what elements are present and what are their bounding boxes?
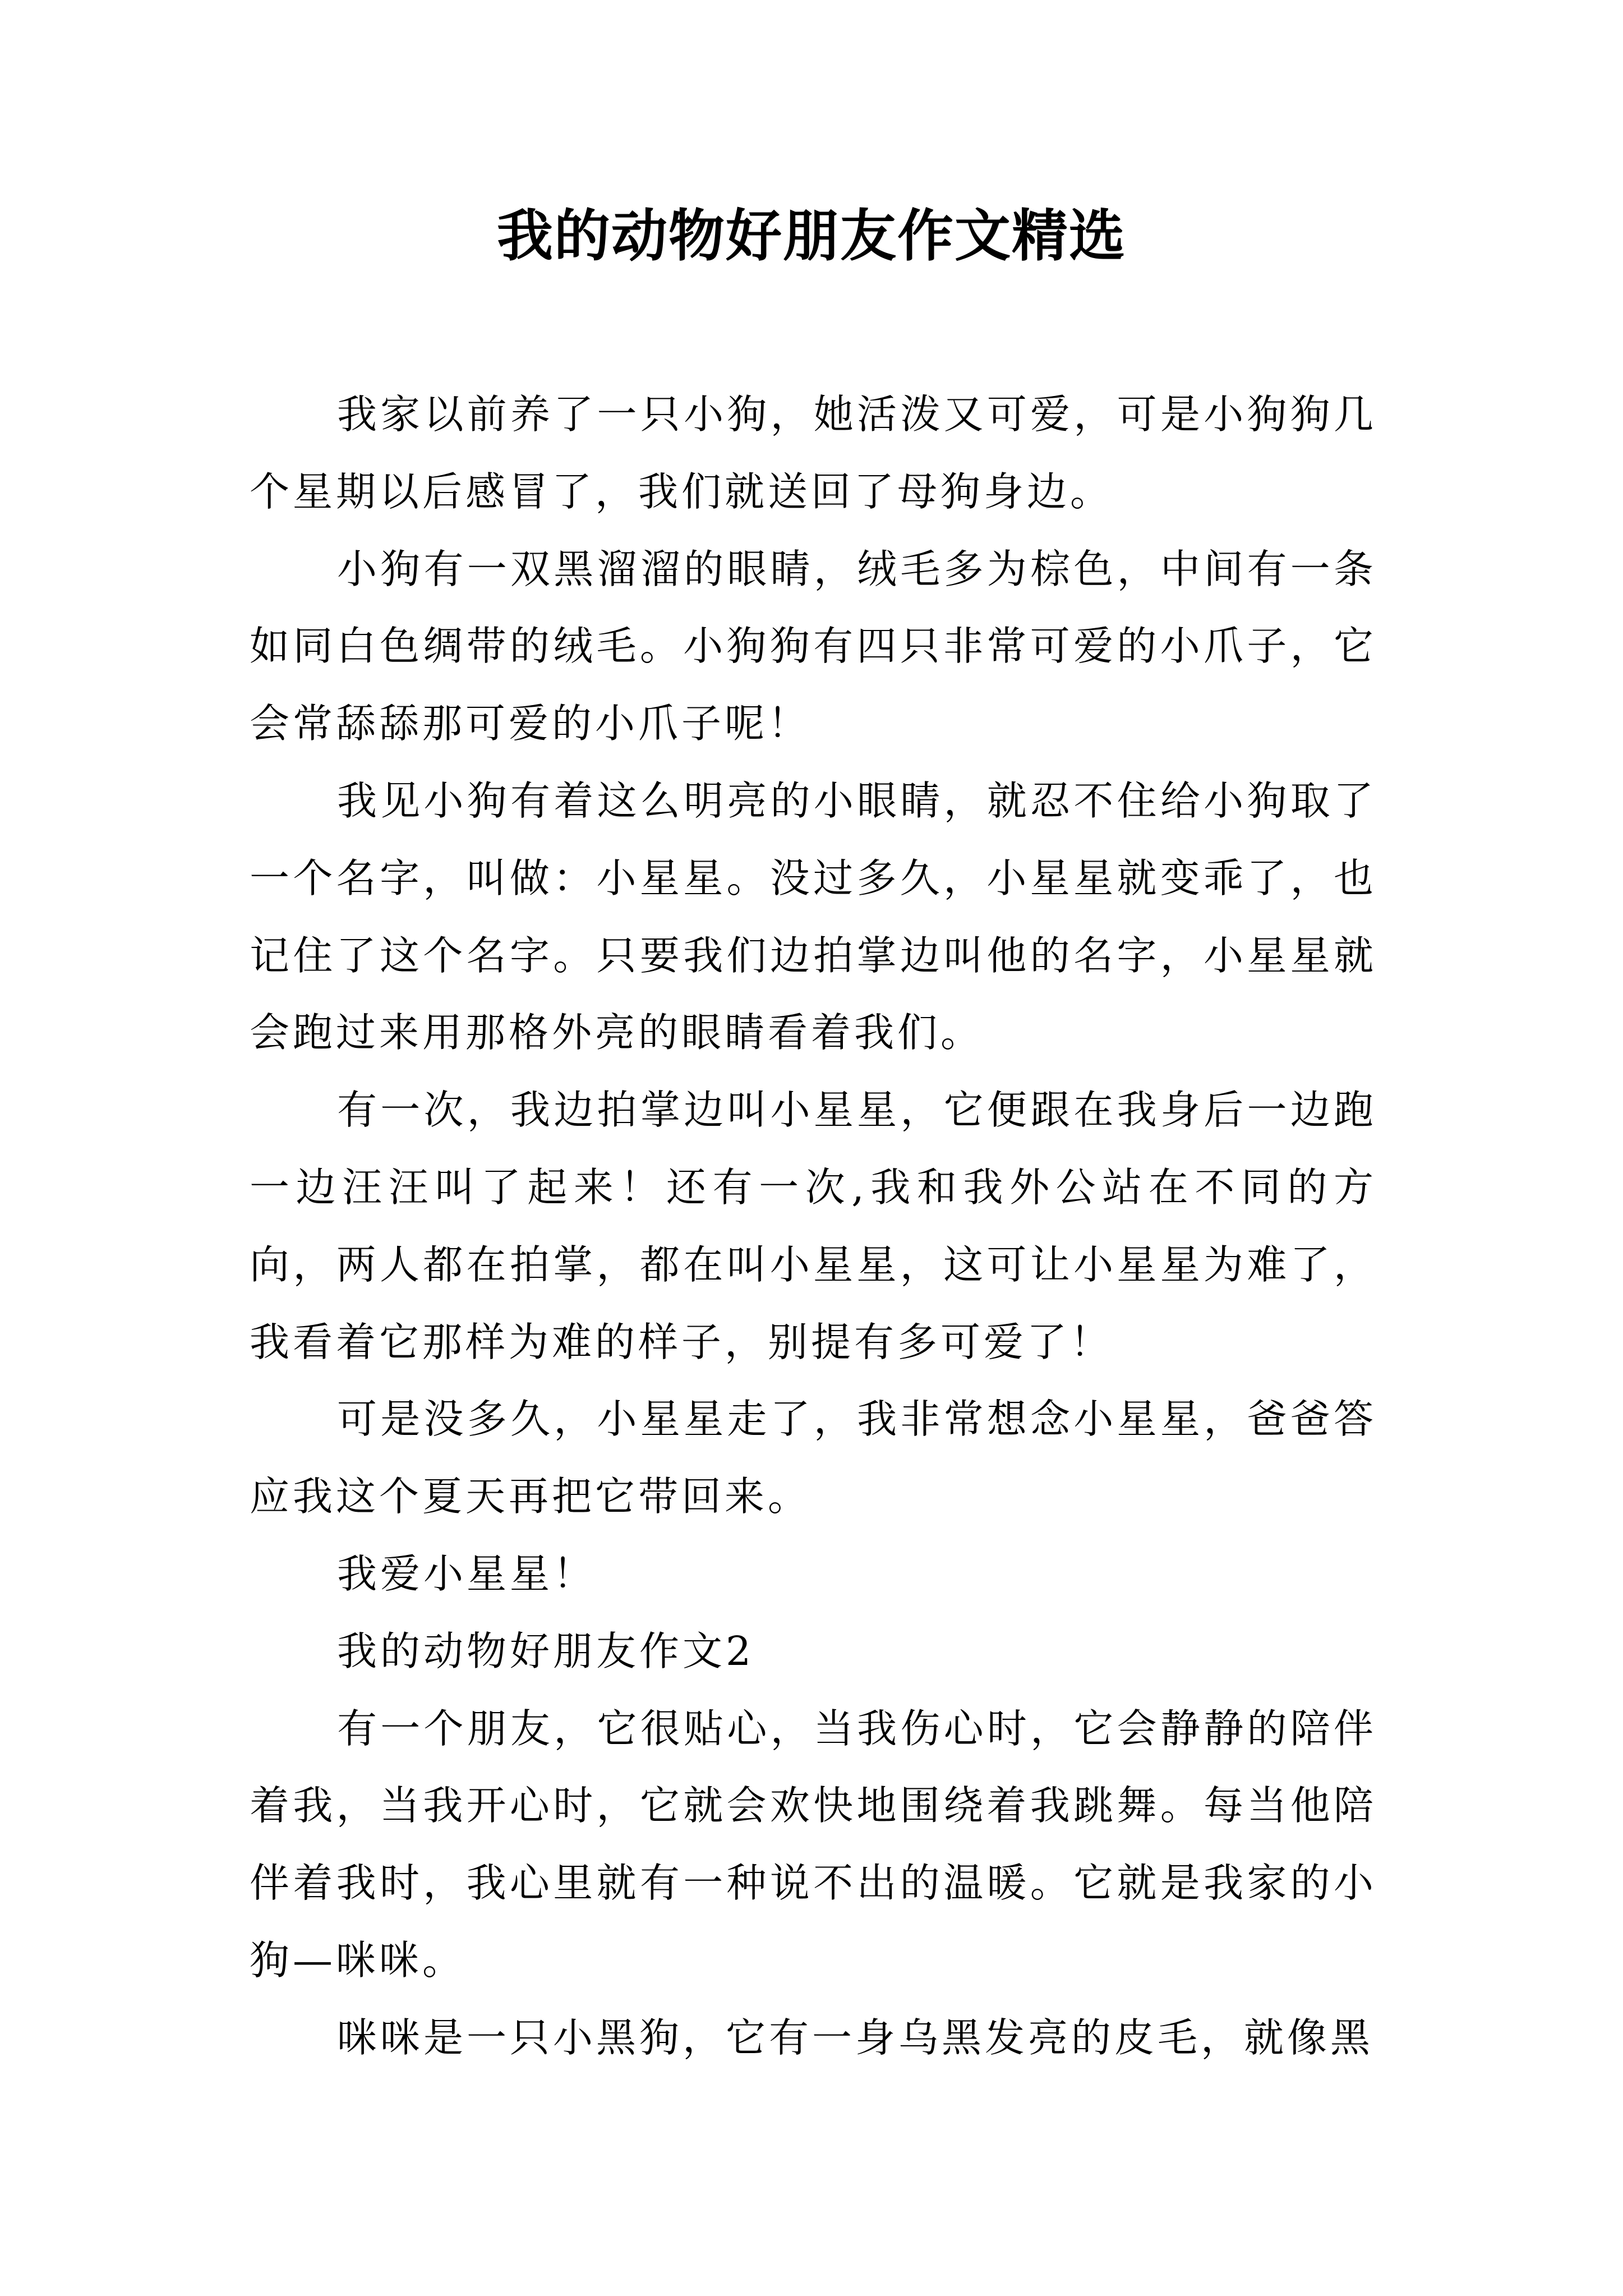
paragraph: 咪咪是一只小黑狗，它有一身乌黑发亮的皮毛，就像黑: [337, 2014, 1374, 2061]
document-title: 我的动物好朋友作文精选: [497, 203, 1126, 269]
paragraph: 有一次，我边拍掌边叫小星星，它便跟在我身后一边跑一边汪汪叫了起来！还有一次,我和我外公站在不同的方向，两人都在拍掌，都在叫小星星，这可让小星星为难了，我看着它那样为难的样子，别提有多可爱了！: [250, 1087, 1377, 1365]
document-body: [250, 376, 1377, 2077]
paragraph: 可是没多久，小星星走了，我非常想念小星星，爸爸答应我这个夏天再把它带回来。: [250, 1396, 1377, 1520]
paragraph: 我爱小星星！: [337, 1550, 597, 1597]
paragraph: 有一个朋友，它很贴心，当我伤心时，它会静静的陪伴着我，当我开心时，它就会欢快地围绕着我跳舞。每当他陪伴着我时，我心里就有一种说不出的温暖。它就是我家的小狗—咪咪。: [250, 1705, 1377, 1984]
paragraph: 我见小狗有着这么明亮的小眼睛，就忍不住给小狗取了一个名字，叫做：小星星。没过多久，小星星就变乖了，也记住了这个名字。只要我们边拍掌边叫他的名字，小星星就会跑过来用那格外亮的眼睛看着我们。: [250, 777, 1377, 1056]
section-heading: 我的动物好朋友作文2: [337, 1627, 755, 1674]
paragraph: 小狗有一双黑溜溜的眼睛，绒毛多为棕色，中间有一条如同白色绸带的绒毛。小狗狗有四只非常可爱的小爪子，它会常舔舔那可爱的小爪子呢！: [250, 545, 1377, 747]
paragraph: 我家以前养了一只小狗，她活泼又可爱，可是小狗狗几个星期以后感冒了，我们就送回了母狗身边。: [250, 391, 1377, 515]
